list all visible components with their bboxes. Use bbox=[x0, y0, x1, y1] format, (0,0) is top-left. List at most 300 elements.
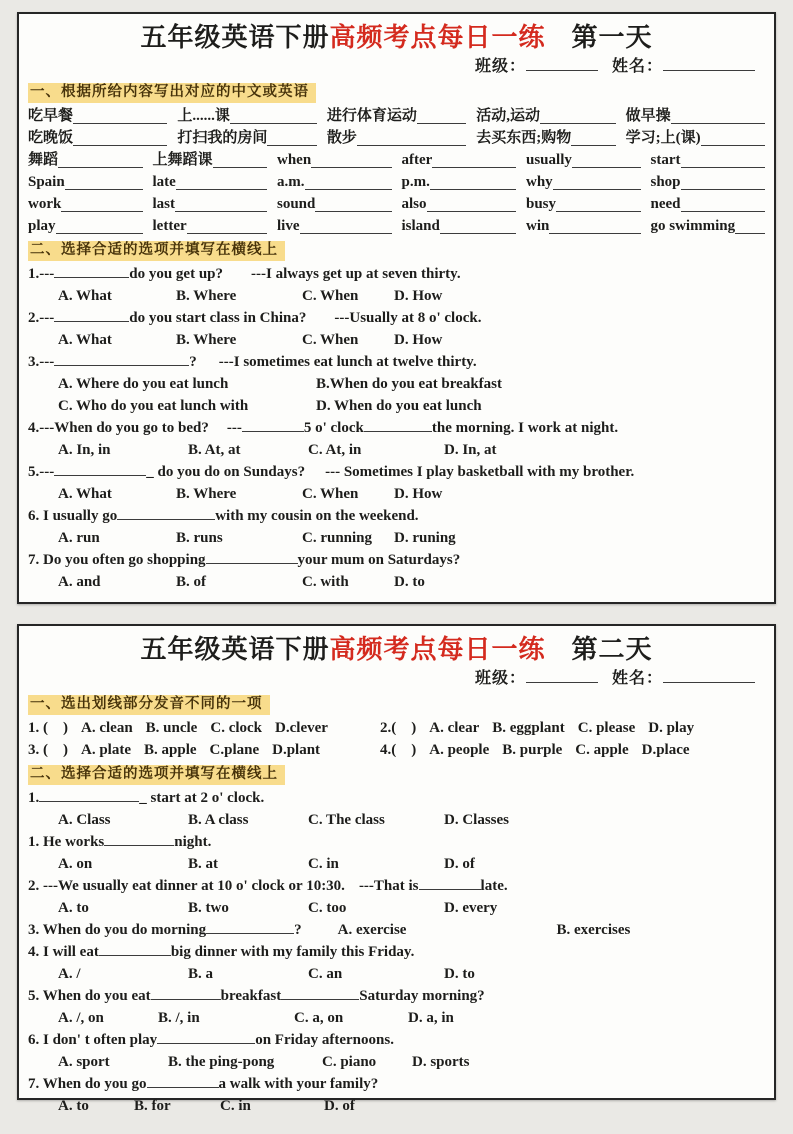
option-item: D. When do you eat lunch bbox=[316, 398, 482, 414]
stem-text: ? bbox=[189, 354, 197, 370]
option-item: A. /, on bbox=[58, 1010, 104, 1026]
options-row bbox=[28, 329, 765, 351]
vocab-term: 上......课 bbox=[177, 108, 230, 124]
option-item: D. to bbox=[444, 966, 475, 982]
option-item: B. runs bbox=[176, 530, 223, 546]
student-info-line bbox=[28, 55, 765, 79]
worksheet-day-1 bbox=[17, 12, 776, 604]
vocab-item bbox=[277, 149, 392, 171]
vocab-term: 学习;上(课) bbox=[625, 130, 701, 146]
option-item: A. In, in bbox=[58, 442, 111, 458]
vocab-term: work bbox=[28, 196, 62, 212]
option-item: C. in bbox=[220, 1098, 251, 1114]
answer-blank[interactable] bbox=[99, 942, 171, 956]
stem-text: 1. bbox=[28, 790, 40, 806]
stem-text: night. bbox=[174, 834, 212, 850]
option-item: C. When bbox=[302, 332, 359, 348]
section-header-label: 一、选出划线部分发音不同的一项 bbox=[28, 695, 270, 715]
vocab-term: last bbox=[152, 196, 175, 212]
vocab-term: sound bbox=[277, 196, 316, 212]
answer-blank[interactable] bbox=[681, 176, 765, 190]
option-item: A. clean bbox=[81, 720, 133, 736]
option-item: A. plate bbox=[81, 742, 131, 758]
answer-blank[interactable] bbox=[54, 352, 189, 366]
option-item: B. At, at bbox=[188, 442, 241, 458]
answer-blank[interactable] bbox=[54, 308, 129, 322]
answer-blank[interactable] bbox=[701, 132, 765, 146]
phonics-row bbox=[28, 717, 765, 739]
vocab-term: when bbox=[277, 152, 312, 168]
answer-blank[interactable] bbox=[267, 132, 316, 146]
stem-text: on Friday afternoons. bbox=[255, 1032, 394, 1048]
options-row bbox=[28, 439, 765, 461]
vocab-item bbox=[153, 215, 268, 237]
option-item: B.When do you eat breakfast bbox=[316, 376, 502, 392]
option-item: B. for bbox=[134, 1098, 171, 1114]
vocab-item bbox=[28, 171, 143, 193]
vocab-row bbox=[28, 193, 765, 215]
class-label: 班级： bbox=[474, 670, 526, 687]
option-item: A. and bbox=[58, 574, 101, 590]
answer-blank[interactable] bbox=[571, 132, 615, 146]
option-item: D.clever bbox=[275, 720, 328, 736]
question bbox=[28, 831, 765, 875]
options-row bbox=[28, 527, 765, 549]
question-stem bbox=[28, 417, 765, 439]
stem-text: A. exercise bbox=[337, 922, 407, 938]
title-text: 五年级英语下册 bbox=[140, 635, 330, 664]
question-stem bbox=[28, 263, 765, 285]
vocab-term: busy bbox=[526, 196, 557, 212]
stem-text: ---I always get up at seven thirty. bbox=[251, 266, 461, 282]
answer-blank[interactable] bbox=[553, 176, 641, 190]
stem-text: Saturday morning? bbox=[359, 988, 485, 1004]
section-header bbox=[28, 240, 765, 261]
vocab-row bbox=[28, 127, 765, 149]
option-item: B. apple bbox=[144, 742, 197, 758]
vocab-item bbox=[177, 105, 316, 127]
option-item: B. at bbox=[188, 856, 218, 872]
answer-parentheses[interactable]: 1. ( ) bbox=[28, 720, 68, 736]
title-highlight: 高频考点每日一练 bbox=[329, 23, 546, 52]
answer-blank[interactable] bbox=[73, 110, 167, 124]
option-item: B. eggplant bbox=[492, 720, 565, 736]
answer-blank[interactable] bbox=[364, 418, 432, 432]
stem-text: 3. When do you do morning bbox=[28, 922, 207, 938]
question-stem bbox=[28, 875, 765, 897]
option-item: C. clock bbox=[210, 720, 263, 736]
vocab-term: a.m. bbox=[277, 174, 305, 190]
phonics-row bbox=[28, 739, 765, 761]
answer-blank[interactable] bbox=[230, 110, 317, 124]
class-blank[interactable] bbox=[526, 57, 598, 71]
answer-blank[interactable] bbox=[242, 418, 304, 432]
question bbox=[28, 919, 765, 941]
option-item: A. on bbox=[58, 856, 93, 872]
answer-blank[interactable] bbox=[61, 198, 142, 212]
option-item: B. of bbox=[176, 574, 206, 590]
option-item: B. uncle bbox=[145, 720, 198, 736]
vocab-item bbox=[153, 149, 268, 171]
stem-text: 2.--- bbox=[28, 310, 55, 326]
worksheet-title bbox=[28, 634, 765, 666]
question-stem bbox=[28, 831, 765, 853]
option-item: A. to bbox=[58, 900, 89, 916]
vocab-item bbox=[28, 193, 143, 215]
vocab-item bbox=[28, 215, 143, 237]
option-item: C. piano bbox=[322, 1054, 377, 1070]
options-row bbox=[28, 1095, 765, 1117]
options-row bbox=[28, 373, 765, 417]
answer-blank[interactable] bbox=[315, 198, 391, 212]
vocab-item bbox=[651, 171, 766, 193]
option-item: A. clear bbox=[429, 720, 480, 736]
question bbox=[28, 417, 765, 461]
vocab-item bbox=[402, 149, 517, 171]
stem-text: with my cousin on the weekend. bbox=[215, 508, 419, 524]
answer-blank[interactable] bbox=[54, 462, 146, 476]
answer-blank[interactable] bbox=[281, 986, 359, 1000]
stem-text: breakfast bbox=[220, 988, 282, 1004]
answer-blank[interactable] bbox=[300, 220, 392, 234]
option-item: D. play bbox=[648, 720, 695, 736]
option-item: D. to bbox=[394, 574, 425, 590]
stem-text: _ start at 2 o' clock. bbox=[139, 790, 265, 806]
vocab-term: Spain bbox=[28, 174, 65, 190]
option-item: D. In, at bbox=[444, 442, 497, 458]
title-highlight: 高频考点每日一练 bbox=[329, 635, 546, 664]
option-item: B. the ping-pong bbox=[168, 1054, 275, 1070]
answer-blank[interactable] bbox=[735, 220, 765, 234]
answer-blank[interactable] bbox=[305, 176, 392, 190]
answer-blank[interactable] bbox=[311, 154, 391, 168]
stem-text: --- bbox=[226, 420, 242, 436]
question-stem bbox=[28, 919, 765, 941]
vocab-item bbox=[277, 193, 392, 215]
section-header-label: 二、选择合适的选项并填写在横线上 bbox=[28, 241, 285, 261]
answer-blank[interactable] bbox=[176, 176, 267, 190]
question-stem bbox=[28, 1029, 765, 1051]
question bbox=[28, 549, 765, 593]
vocab-term: win bbox=[526, 218, 550, 234]
stem-text: 7. Do you often go shopping bbox=[28, 552, 206, 568]
vocab-term: also bbox=[401, 196, 427, 212]
options-row bbox=[28, 483, 765, 505]
vocab-item bbox=[651, 215, 766, 237]
answer-blank[interactable] bbox=[147, 1074, 219, 1088]
option-item: C. too bbox=[308, 900, 347, 916]
vocab-term: p.m. bbox=[401, 174, 430, 190]
phonics-item bbox=[28, 739, 380, 761]
answer-blank[interactable] bbox=[73, 132, 167, 146]
options-row bbox=[28, 571, 765, 593]
vocab-item bbox=[526, 171, 641, 193]
answer-blank[interactable] bbox=[427, 198, 516, 212]
section-header bbox=[28, 694, 765, 715]
worksheet-page bbox=[0, 12, 793, 1134]
stem-text: ---That is bbox=[358, 878, 419, 894]
option-item: C. with bbox=[302, 574, 349, 590]
vocab-item bbox=[277, 171, 392, 193]
answer-blank[interactable] bbox=[681, 198, 766, 212]
class-label: 班级： bbox=[474, 58, 526, 75]
stem-text: the morning. I work at night. bbox=[431, 420, 619, 436]
options-row bbox=[28, 809, 765, 831]
vocab-term: 进行体育运动 bbox=[326, 108, 417, 124]
answer-blank[interactable] bbox=[54, 264, 129, 278]
option-item: D. of bbox=[444, 856, 475, 872]
name-label: 姓名： bbox=[611, 670, 663, 687]
answer-blank[interactable] bbox=[213, 154, 267, 168]
answer-parentheses[interactable]: 4.( ) bbox=[380, 742, 417, 758]
option-item: C. apple bbox=[575, 742, 629, 758]
option-item: D. sports bbox=[412, 1054, 470, 1070]
answer-blank[interactable] bbox=[206, 920, 294, 934]
name-label: 姓名： bbox=[611, 58, 663, 75]
option-item: A. run bbox=[58, 530, 100, 546]
option-item: C. The class bbox=[308, 812, 385, 828]
vocab-item bbox=[28, 105, 167, 127]
answer-parentheses[interactable]: 3. ( ) bbox=[28, 742, 68, 758]
option-item: C. When bbox=[302, 288, 359, 304]
vocab-term: 做早操 bbox=[625, 108, 671, 124]
content-blocks bbox=[28, 694, 765, 1117]
answer-blank[interactable] bbox=[681, 154, 766, 168]
vocab-item bbox=[153, 171, 268, 193]
option-item: D. runing bbox=[394, 530, 456, 546]
stem-text: ? bbox=[294, 922, 302, 938]
phonics-item bbox=[380, 717, 765, 739]
vocab-term: 上舞蹈课 bbox=[152, 152, 213, 168]
option-item: D. of bbox=[324, 1098, 355, 1114]
stem-text: do you get up? bbox=[129, 266, 224, 282]
question bbox=[28, 941, 765, 985]
stem-text: 1. He works bbox=[28, 834, 105, 850]
phonics-item bbox=[28, 717, 380, 739]
stem-text: 5. When do you eat bbox=[28, 988, 151, 1004]
option-item: C. When bbox=[302, 486, 359, 502]
question-stem bbox=[28, 985, 765, 1007]
stem-text: 4. I will eat bbox=[28, 944, 99, 960]
class-blank[interactable] bbox=[526, 669, 598, 683]
option-item: A. people bbox=[429, 742, 490, 758]
vocab-item bbox=[626, 105, 765, 127]
stem-text: 6. I usually go bbox=[28, 508, 118, 524]
answer-blank[interactable] bbox=[187, 220, 267, 234]
worksheet-title bbox=[28, 22, 765, 54]
stem-text: 5.--- bbox=[28, 464, 55, 480]
option-item: C. an bbox=[308, 966, 343, 982]
answer-blank[interactable] bbox=[540, 110, 616, 124]
stem-text: ---I sometimes eat lunch at twelve thirty. bbox=[218, 354, 477, 370]
vocab-row bbox=[28, 171, 765, 193]
option-item: C. a, on bbox=[294, 1010, 344, 1026]
stem-text: 7. When do you go bbox=[28, 1076, 147, 1092]
vocab-term: 打扫我的房间 bbox=[177, 130, 268, 146]
answer-blank[interactable] bbox=[357, 132, 466, 146]
stem-text: big dinner with my family this Friday. bbox=[170, 944, 415, 960]
stem-text: late. bbox=[480, 878, 508, 894]
stem-text: a walk with your family? bbox=[218, 1076, 379, 1092]
option-item: D. How bbox=[394, 332, 443, 348]
vocab-term: island bbox=[401, 218, 440, 234]
answer-blank[interactable] bbox=[432, 154, 516, 168]
vocab-item bbox=[153, 193, 268, 215]
answer-blank[interactable] bbox=[104, 832, 174, 846]
question bbox=[28, 787, 765, 831]
answer-parentheses[interactable]: 2.( ) bbox=[380, 720, 417, 736]
answer-blank[interactable] bbox=[157, 1030, 255, 1044]
options-row bbox=[28, 1007, 765, 1029]
answer-blank[interactable] bbox=[206, 550, 298, 564]
option-item: D.plant bbox=[272, 742, 321, 758]
answer-blank[interactable] bbox=[58, 154, 142, 168]
option-item: C.plane bbox=[209, 742, 260, 758]
vocab-term: go swimming bbox=[650, 218, 736, 234]
section-header bbox=[28, 764, 765, 785]
option-item: A. Class bbox=[58, 812, 111, 828]
option-item: B. Where bbox=[176, 332, 237, 348]
answer-blank[interactable] bbox=[671, 110, 765, 124]
question-stem bbox=[28, 505, 765, 527]
answer-blank[interactable] bbox=[572, 154, 641, 168]
stem-text: 2. ---We usually eat dinner at 10 o' clock or 10:30. bbox=[28, 878, 345, 894]
option-item: B. Where bbox=[176, 486, 237, 502]
vocab-term: why bbox=[526, 174, 553, 190]
stem-text: 6. I don' t often play bbox=[28, 1032, 158, 1048]
vocab-item bbox=[526, 193, 641, 215]
option-item: C. in bbox=[308, 856, 339, 872]
option-item: A. What bbox=[58, 486, 112, 502]
section-header-label: 一、根据所给内容写出对应的中文或英语 bbox=[28, 83, 316, 103]
answer-blank[interactable] bbox=[151, 986, 221, 1000]
vocab-term: 去买东西;购物 bbox=[476, 130, 572, 146]
vocab-term: 散步 bbox=[326, 130, 357, 146]
vocab-term: 活动,运动 bbox=[476, 108, 540, 124]
vocab-item bbox=[402, 193, 517, 215]
stem-text: 1.--- bbox=[28, 266, 55, 282]
stem-text: _ do you do on Sundays? bbox=[146, 464, 306, 480]
answer-blank[interactable] bbox=[56, 220, 143, 234]
section-header-label: 二、选择合适的选项并填写在横线上 bbox=[28, 765, 285, 785]
vocab-item bbox=[28, 149, 143, 171]
stem-text: 4.---When do you go to bed? bbox=[28, 420, 209, 436]
option-item: A. What bbox=[58, 332, 112, 348]
option-item: A. to bbox=[58, 1098, 89, 1114]
student-info-line bbox=[28, 667, 765, 691]
option-item: D. How bbox=[394, 288, 443, 304]
answer-blank[interactable] bbox=[556, 198, 640, 212]
answer-blank[interactable] bbox=[175, 198, 267, 212]
option-item: B. Where bbox=[176, 288, 237, 304]
vocab-item bbox=[526, 215, 641, 237]
vocab-item bbox=[177, 127, 316, 149]
option-item: A. What bbox=[58, 288, 112, 304]
vocab-item bbox=[402, 171, 517, 193]
vocab-term: usually bbox=[526, 152, 572, 168]
answer-blank[interactable] bbox=[65, 176, 143, 190]
question-stem bbox=[28, 307, 765, 329]
question bbox=[28, 505, 765, 549]
vocab-term: start bbox=[650, 152, 681, 168]
vocab-term: play bbox=[28, 218, 56, 234]
answer-blank[interactable] bbox=[440, 220, 516, 234]
answer-blank[interactable] bbox=[549, 220, 640, 234]
vocab-item bbox=[402, 215, 517, 237]
option-item: C. At, in bbox=[308, 442, 362, 458]
vocab-term: 吃晚饭 bbox=[28, 130, 74, 146]
answer-blank[interactable] bbox=[430, 176, 516, 190]
option-item: C. Who do you eat lunch with bbox=[58, 398, 249, 414]
answer-blank[interactable] bbox=[417, 110, 466, 124]
options-row bbox=[28, 853, 765, 875]
answer-blank[interactable] bbox=[39, 788, 139, 802]
vocab-item bbox=[277, 215, 392, 237]
options-row bbox=[28, 963, 765, 985]
vocab-item bbox=[28, 127, 167, 149]
vocab-term: shop bbox=[650, 174, 681, 190]
stem-text: your mum on Saturdays? bbox=[297, 552, 461, 568]
question bbox=[28, 351, 765, 417]
answer-blank[interactable] bbox=[117, 506, 215, 520]
stem-text: ---Usually at 8 o' clock. bbox=[334, 310, 482, 326]
question-stem bbox=[28, 787, 765, 809]
question-stem bbox=[28, 1073, 765, 1095]
vocab-term: letter bbox=[152, 218, 187, 234]
question bbox=[28, 985, 765, 1029]
question bbox=[28, 1073, 765, 1117]
option-item: B. purple bbox=[502, 742, 563, 758]
option-item: C. running bbox=[302, 530, 373, 546]
vocab-term: 吃早餐 bbox=[28, 108, 74, 124]
options-row bbox=[28, 285, 765, 307]
option-item: D. every bbox=[444, 900, 498, 916]
vocab-term: after bbox=[401, 152, 433, 168]
phonics-item bbox=[380, 739, 765, 761]
answer-blank[interactable] bbox=[419, 876, 481, 890]
vocab-row bbox=[28, 149, 765, 171]
vocab-term: live bbox=[277, 218, 300, 234]
question bbox=[28, 461, 765, 505]
stem-text: 5 o' clock bbox=[303, 420, 364, 436]
title-day: 第二天 bbox=[571, 635, 653, 664]
content-blocks bbox=[28, 82, 765, 593]
options-row bbox=[28, 897, 765, 919]
name-blank[interactable] bbox=[663, 57, 755, 71]
stem-text: 3.--- bbox=[28, 354, 55, 370]
vocab-item bbox=[626, 127, 765, 149]
option-item: D. How bbox=[394, 486, 443, 502]
vocab-item bbox=[476, 105, 615, 127]
question bbox=[28, 1029, 765, 1073]
stem-text: B. exercises bbox=[556, 922, 631, 938]
question-stem bbox=[28, 461, 765, 483]
vocab-item bbox=[651, 149, 766, 171]
vocab-row bbox=[28, 215, 765, 237]
vocab-item bbox=[327, 127, 466, 149]
question-stem bbox=[28, 549, 765, 571]
option-item: B. a bbox=[188, 966, 214, 982]
stem-text: --- Sometimes I play basketball with my brother. bbox=[325, 464, 635, 480]
vocab-term: 舞蹈 bbox=[28, 152, 59, 168]
option-item: D. a, in bbox=[408, 1010, 454, 1026]
vocab-item bbox=[526, 149, 641, 171]
name-blank[interactable] bbox=[663, 669, 755, 683]
question bbox=[28, 307, 765, 351]
vocab-term: need bbox=[650, 196, 681, 212]
option-item: D. Classes bbox=[444, 812, 510, 828]
vocab-item bbox=[651, 193, 766, 215]
